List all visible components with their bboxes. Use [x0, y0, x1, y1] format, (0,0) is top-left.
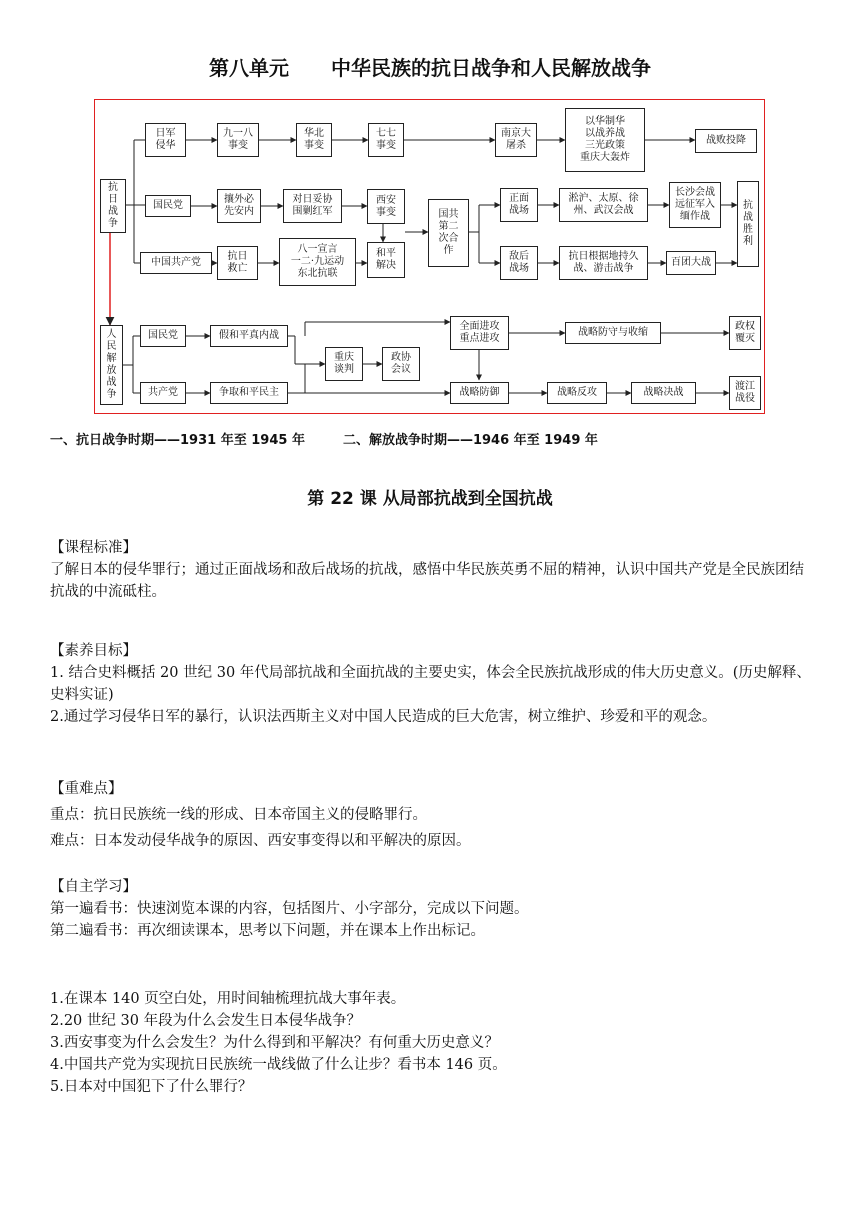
unit-label: 第八单元 [209, 56, 289, 80]
period-anti-japanese: 一、抗日战争时期——1931 年至 1945 年 [50, 433, 305, 448]
box-sept-18-incident: 九一八 事变 [217, 123, 259, 157]
box-victory: 抗 战 胜 利 [737, 181, 759, 267]
box-ccp-1: 中国共产党 [140, 252, 212, 274]
section-self-study [50, 876, 815, 942]
period-headings [50, 429, 598, 448]
box-japan-surrender: 战败投降 [695, 129, 757, 153]
box-strategic-contraction: 战略防守与收缩 [565, 322, 661, 344]
self-study-first: 第一遍看书：快速浏览本课的内容，包括图片、小字部分，完成以下问题。 [50, 901, 529, 917]
box-japan-invasion: 日军 侵华 [145, 123, 186, 157]
box-aug-1-declaration: 八一宣言 一二·九运动 东北抗联 [279, 238, 356, 286]
box-fake-peace: 假和平真内战 [210, 325, 288, 347]
box-xian-incident: 西安 事变 [367, 189, 405, 224]
box-regime-collapse: 政权 覆灭 [729, 316, 761, 350]
box-chongqing-negotiations: 重庆 谈判 [325, 347, 363, 381]
section-heading: 【重难点】 [50, 781, 123, 797]
section-heading: 【自主学习】 [50, 879, 137, 895]
box-internal-first: 攘外必 先安内 [217, 189, 261, 223]
box-national-salvation: 抗日 救亡 [217, 246, 258, 280]
box-kmt-1: 国民党 [145, 195, 191, 217]
question-list [50, 988, 815, 1098]
goal-item: 2.通过学习侵华日军的暴行，认识法西斯主义对中国人民造成的巨大危害，树立维护、珍爱和平的观念。 [50, 709, 717, 725]
box-rear-battlefield: 敌后 战场 [500, 246, 538, 280]
box-strategic-defense: 战略防御 [450, 382, 509, 404]
box-changsha-expedition: 长沙会战 远征军入 缅作战 [669, 182, 721, 228]
key-point: 重点：抗日民族统一线的形成、日本帝国主义的侵略罪行。 [50, 807, 427, 823]
box-japan-policies: 以华制华 以战养战 三光政策 重庆大轰炸 [565, 108, 645, 172]
question-item: 2.20 世纪 30 年段为什么会发生日本侵华战争？ [50, 1013, 362, 1029]
box-second-united-front: 国共 第二 次合 作 [428, 199, 469, 267]
box-liberation-war: 人 民 解 放 战 争 [100, 325, 123, 405]
self-study-second: 第二遍看书：再次细读课本，思考以下问题，并在课本上作出标记。 [50, 923, 485, 939]
box-kmt-2: 国民党 [140, 325, 186, 347]
question-item: 5.日本对中国犯下了什么罪行？ [50, 1079, 253, 1095]
box-july-7-incident: 七七 事变 [368, 123, 404, 157]
lesson-title: 第 22 课 从局部抗战到全国抗战 [307, 489, 553, 509]
box-strategic-counteroffensive: 战略反攻 [547, 382, 607, 404]
box-hundred-regiments: 百团大战 [666, 251, 716, 275]
box-frontal-battlefield: 正面 战场 [500, 188, 538, 222]
section-literacy-goals [50, 640, 815, 728]
box-nanjing-massacre: 南京大 屠杀 [495, 123, 537, 157]
box-pcc-meeting: 政协 会议 [382, 347, 420, 381]
question-item: 4.中国共产党为实现抗日民族统一战线做了什么让步？看书本 146 页。 [50, 1057, 507, 1073]
box-peaceful-resolution: 和平 解决 [367, 242, 405, 278]
section-text: 了解日本的侵华罪行；通过正面战场和敌后战场的抗战，感悟中华民族英勇不屈的精神，认识中国共产党是全民族团结抗战的中流砥柱。 [50, 562, 804, 600]
question-item: 1.在课本 140 页空白处，用时间轴梳理抗战大事年表。 [50, 991, 406, 1007]
difficult-point: 难点：日本发动侵华战争的原因、西安事变得以和平解决的原因。 [50, 833, 471, 849]
section-key-points [50, 776, 815, 854]
section-heading: 【课程标准】 [50, 540, 137, 556]
box-north-china-incident: 华北 事变 [296, 123, 332, 157]
box-strategic-decisive: 战略决战 [631, 382, 696, 404]
section-curriculum-standard [50, 537, 815, 603]
period-liberation: 二、解放战争时期——1946 年至 1949 年 [342, 433, 598, 448]
goal-item: 1. 结合史料概括 20 世纪 30 年代局部抗战和全面抗战的主要史实，体会全民族抗战形成的伟大历史意义。(历史解释、史料实证) [50, 665, 811, 703]
box-base-areas: 抗日根据地持久 战、游击战争 [559, 246, 648, 280]
box-peace-democracy: 争取和平民主 [210, 382, 288, 404]
box-full-offensive: 全面进攻 重点进攻 [450, 316, 509, 350]
box-major-battles: 淞沪、太原、徐 州、武汉会战 [559, 188, 648, 222]
section-heading: 【素养目标】 [50, 643, 137, 659]
unit-name: 中华民族的抗日战争和人民解放战争 [331, 56, 651, 80]
box-appease-japan: 对日妥协 围剿红军 [283, 189, 342, 223]
question-item: 3.西安事变为什么会发生？为什么得到和平解决？有何重大历史意义？ [50, 1035, 499, 1051]
box-cp-2: 共产党 [140, 382, 186, 404]
unit-title [0, 52, 860, 81]
box-anti-japanese-war: 抗 日 战 争 [100, 179, 126, 233]
unit-concept-diagram [94, 99, 765, 414]
box-yangtze-crossing: 渡江 战役 [729, 376, 761, 410]
